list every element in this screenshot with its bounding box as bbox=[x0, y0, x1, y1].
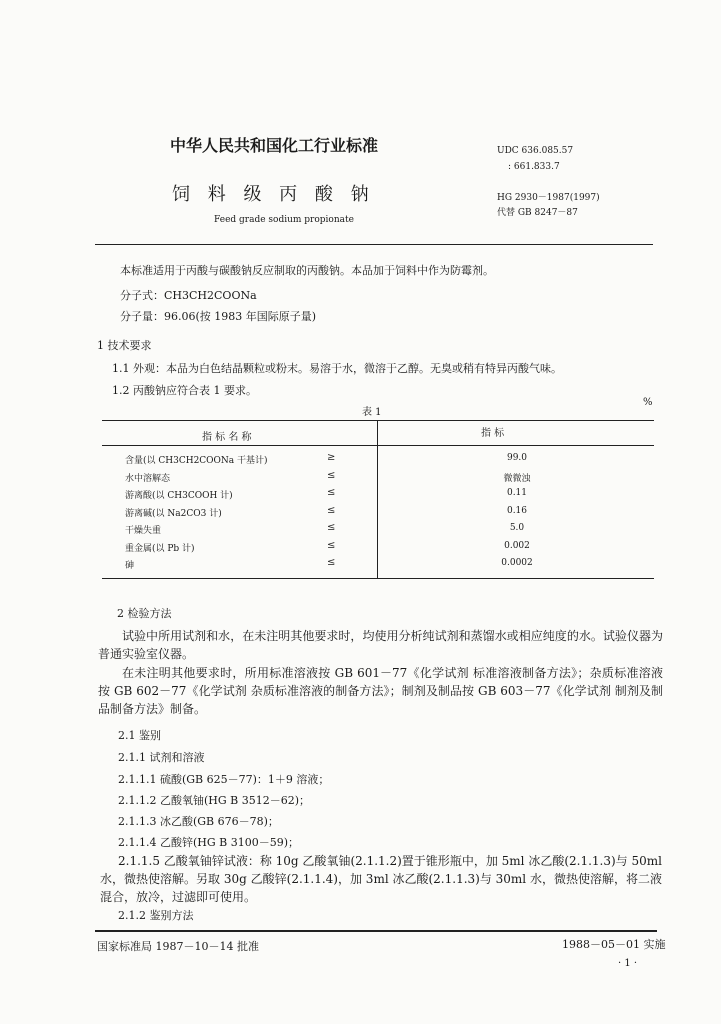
table-row-operator: ≤ bbox=[327, 539, 336, 551]
udc-line-1: UDC 636.085.57 bbox=[497, 146, 574, 156]
scope-text: 本标准适用于丙酸与碳酸钠反应制取的丙酸钠。本品加于饲料中作为防霉剂。 bbox=[120, 264, 494, 277]
table-row-operator: ≤ bbox=[327, 504, 336, 516]
table-row-operator: ≤ bbox=[327, 522, 336, 533]
clause-2-1-1-4: 2.1.1.4 乙酸锌(HG B 3100－59)； bbox=[118, 836, 300, 849]
table-row-operator: ≥ bbox=[327, 452, 336, 463]
table-row-value: 0.002 bbox=[504, 540, 530, 551]
table-row-name: 砷 bbox=[125, 561, 135, 571]
table-row-value: 5.0 bbox=[509, 523, 525, 533]
table-row-value: 0.0002 bbox=[501, 558, 533, 568]
footer-rule bbox=[95, 930, 657, 932]
table-column-divider bbox=[377, 420, 378, 578]
table-row-operator: ≤ bbox=[327, 557, 336, 568]
table-caption: 表 1 bbox=[362, 407, 382, 418]
effective-date: 1988－05－01 实施 bbox=[562, 938, 666, 951]
clause-2-1-2: 2.1.2 鉴别方法 bbox=[118, 909, 194, 922]
header-rule bbox=[95, 244, 653, 245]
table-top-rule bbox=[102, 420, 654, 421]
table-row-name: 干燥失重 bbox=[125, 526, 162, 536]
table-row-operator: ≤ bbox=[327, 469, 336, 481]
table-bottom-rule bbox=[102, 578, 654, 579]
clause-2-1-1: 2.1.1 试剂和溶液 bbox=[118, 751, 205, 764]
table-row-value: 99.0 bbox=[506, 453, 528, 463]
udc-line-2: : 661.833.7 bbox=[508, 162, 560, 172]
table-row-value: 0.11 bbox=[506, 488, 528, 498]
section-2-para-1: 试验中所用试剂和水，在未注明其他要求时，均使用分析纯试剂和蒸馏水或相应纯度的水。试验仪器为普通实验室仪器。 bbox=[98, 629, 663, 661]
standard-code: HG 2930－1987(1997) bbox=[497, 193, 600, 203]
table-row-value: 0.16 bbox=[506, 505, 528, 516]
table-header-rule bbox=[102, 445, 654, 446]
section-2-para-2: 在未注明其他要求时，所用标准溶液按 GB 601－77《化学试剂 标准溶液制备方法》；杂质标准溶液按 GB 602－77《化学试剂 杂质标准溶液的制备方法》；制剂及制品按 GB 603－77《化学试剂 制剂及制品制备方法》制备。 bbox=[98, 666, 663, 716]
table-header-name: 指 标 名 称 bbox=[202, 432, 252, 443]
table-row-name: 水中溶解态 bbox=[125, 473, 171, 484]
mw-text: 分子量：96.06(按 1983 年国际原子量) bbox=[120, 310, 317, 323]
page-number: · 1 · bbox=[618, 958, 638, 969]
table-row-name: 含量(以 CH3CH2COONa 干基计) bbox=[125, 456, 268, 466]
clause-2-1-1-1: 2.1.1.1 硫酸(GB 625－77)：1＋9 溶液； bbox=[118, 773, 330, 786]
clause-2-1-1-3: 2.1.1.3 冰乙酸(GB 676－78)； bbox=[118, 815, 279, 828]
table-row-value: 微微浊 bbox=[503, 473, 531, 484]
standard-org: 中华人民共和国化工行业标准 bbox=[170, 136, 379, 155]
table-unit: % bbox=[643, 397, 653, 408]
table-row-operator: ≤ bbox=[327, 487, 336, 498]
title-cn: 饲 料 级 丙 酸 钠 bbox=[172, 184, 375, 205]
section-1-heading: 1 技术要求 bbox=[97, 339, 152, 352]
table-header-value: 指 标 bbox=[481, 428, 505, 439]
formula-text: 分子式：CH3CH2COONa bbox=[120, 289, 257, 302]
title-en: Feed grade sodium propionate bbox=[214, 215, 354, 225]
table-row-name: 游离碱(以 Na2CO3 计) bbox=[125, 508, 222, 519]
clause-2-1-1-2: 2.1.1.2 乙酸氧铀(HG B 3512－62)； bbox=[118, 794, 311, 807]
clause-1-2: 1.2 丙酸钠应符合表 1 要求。 bbox=[112, 384, 257, 397]
table-row-name: 游离酸(以 CH3COOH 计) bbox=[125, 491, 233, 501]
clause-2-1-1-5: 2.1.1.5 乙酸氧铀锌试液：称 10g 乙酸氧铀(2.1.1.2)置于锥形瓶中，加 5ml 冰乙酸(2.1.1.3)与 50ml 水，微热使溶解。另取 30g 乙酸锌(2.1.1.4)，加 3ml 冰乙酸(2.1.1.3)与 30ml 水，微热使溶解，将二液混合，放冷，过滤即可使用。 bbox=[100, 854, 662, 904]
table-row-name: 重金属(以 Pb 计) bbox=[125, 543, 195, 554]
clause-2-1: 2.1 鉴别 bbox=[118, 729, 161, 742]
section-2-heading: 2 检验方法 bbox=[117, 607, 172, 620]
clause-1-1: 1.1 外观：本品为白色结晶颗粒或粉末。易溶于水，微溶于乙醇。无臭或稍有特异丙酸气味。 bbox=[112, 362, 562, 375]
approval-date: 国家标准局 1987－10－14 批准 bbox=[97, 940, 259, 953]
replaces-code: 代替 GB 8247－87 bbox=[497, 208, 578, 218]
